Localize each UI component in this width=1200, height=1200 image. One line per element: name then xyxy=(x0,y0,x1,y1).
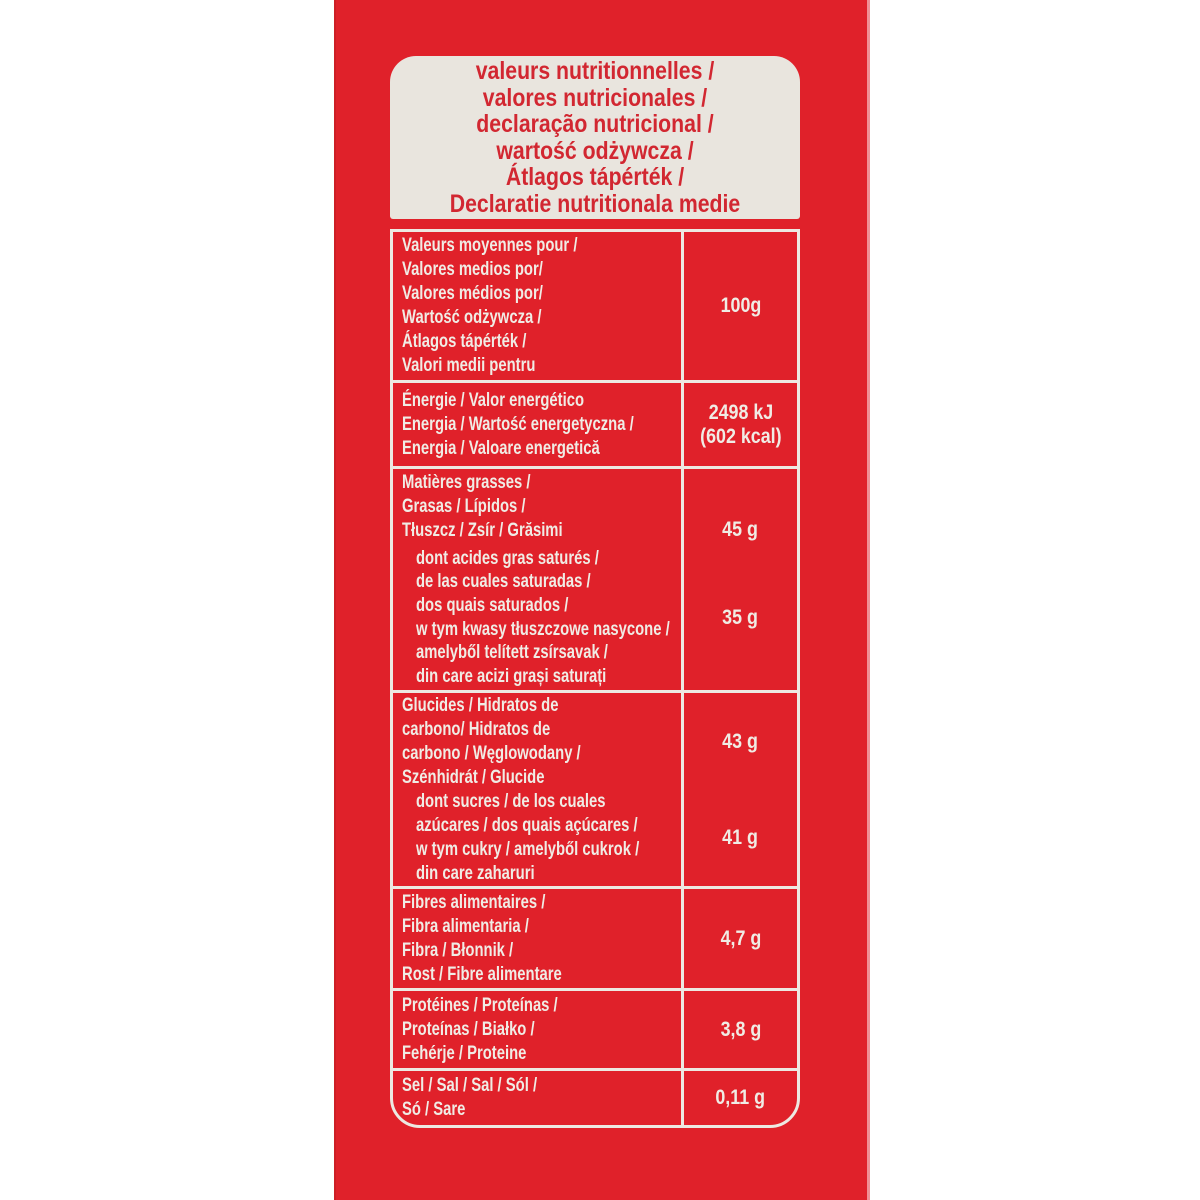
label-line: w tym kwasy tłuszczowe nasycone / xyxy=(416,618,670,640)
red-package-panel xyxy=(334,0,870,1200)
label-line: din care zaharuri xyxy=(416,863,535,884)
label-line: dont sucres / de los cuales xyxy=(416,791,606,812)
sugars-value: 41 g xyxy=(722,826,759,849)
nutrition-panel xyxy=(390,56,800,1128)
protein-value-cell xyxy=(684,991,797,1068)
sugars-label-cell xyxy=(393,790,684,886)
salt-value-cell xyxy=(684,1071,797,1125)
row-fibre xyxy=(393,889,797,991)
serving-value: 100g xyxy=(720,294,761,317)
energy-label-cell xyxy=(393,383,684,466)
fat-value: 45 g xyxy=(722,518,759,541)
serving-value-cell xyxy=(684,232,797,380)
label-line: Valores médios por/ xyxy=(402,283,543,304)
segment-carbohydrate xyxy=(393,693,797,790)
label-line: Energia / Valoare energetică xyxy=(402,437,600,459)
label-line: Fibra / Błonnik / xyxy=(402,939,514,961)
fat-label-cell xyxy=(393,469,684,545)
carbohydrate-value-cell xyxy=(684,693,797,790)
header-line: valores nutricionales / xyxy=(482,83,708,112)
saturated-fat-label-cell xyxy=(393,545,684,690)
label-line: Valori medii pentru xyxy=(402,355,536,376)
label-line: carbono/ Hidratos de xyxy=(402,718,551,740)
saturated-fat-value-cell xyxy=(684,545,797,690)
label-line: Só / Sare xyxy=(402,1099,466,1120)
header-line: declaração nutricional / xyxy=(476,110,714,138)
row-salt xyxy=(393,1071,797,1125)
label-line: w tym cukry / amelyből cukrok / xyxy=(416,839,640,860)
energy-value-cell xyxy=(684,383,797,466)
label-line: Energia / Wartość energetyczna / xyxy=(402,413,634,435)
header-table-gap xyxy=(390,219,800,229)
salt-label-cell xyxy=(393,1071,684,1125)
energy-value-kcal: (602 kcal) xyxy=(699,424,782,448)
label-line: amelyből telített zsírsavak / xyxy=(416,642,608,664)
label-line: Énergie / Valor energético xyxy=(402,389,585,411)
row-serving-size xyxy=(393,232,797,383)
row-fat xyxy=(393,469,797,693)
label-line: Rost / Fibre alimentare xyxy=(402,963,562,985)
segment-fat xyxy=(393,469,797,545)
fibre-label-cell xyxy=(393,889,684,988)
row-energy xyxy=(393,383,797,469)
label-line: Fibra alimentaria / xyxy=(402,915,529,937)
label-line: Grasas / Lípidos / xyxy=(402,496,526,517)
serving-label-cell xyxy=(393,232,684,380)
label-line: dont acides gras saturés / xyxy=(416,547,599,569)
nutrition-header-box xyxy=(390,56,800,219)
label-line: Glucides / Hidratos de xyxy=(402,694,559,716)
segment-saturated-fat xyxy=(393,545,797,690)
label-line: Valeurs moyennes pour / xyxy=(402,235,578,256)
protein-value: 3,8 g xyxy=(720,1017,761,1041)
row-protein xyxy=(393,991,797,1071)
label-line: Fehérje / Proteine xyxy=(402,1042,527,1064)
header-line: Declaratie nutritionala medie xyxy=(449,189,741,218)
energy-value-kj: 2498 kJ xyxy=(708,400,773,424)
fibre-value: 4,7 g xyxy=(720,926,761,950)
label-line: Sel / Sal / Sal / Sól / xyxy=(402,1075,538,1096)
header-line: Átlagos tápérték / xyxy=(505,163,685,191)
label-line: Wartość odżywcza / xyxy=(402,307,542,328)
label-line: din care acizi grași saturați xyxy=(416,665,607,687)
fibre-value-cell xyxy=(684,889,797,988)
label-line: carbono / Węglowodany / xyxy=(402,742,581,764)
label-line: de las cuales saturadas / xyxy=(416,571,591,593)
label-line: azúcares / dos quais açúcares / xyxy=(416,815,638,836)
saturated-fat-value: 35 g xyxy=(722,605,759,629)
nutrition-table xyxy=(390,229,800,1128)
label-line: Szénhidrát / Glucide xyxy=(402,766,545,788)
label-line: Átlagos tápérték / xyxy=(402,331,527,352)
label-line: Proteínas / Białko / xyxy=(402,1018,535,1040)
label-line: Tłuszcz / Zsír / Grăsimi xyxy=(402,520,563,541)
fat-value-cell xyxy=(684,469,797,545)
carbohydrate-label-cell xyxy=(393,693,684,790)
sugars-value-cell xyxy=(684,790,797,886)
label-line: Protéines / Proteínas / xyxy=(402,994,558,1016)
label-line: Matières grasses / xyxy=(402,472,531,493)
row-carbohydrate xyxy=(393,693,797,889)
protein-label-cell xyxy=(393,991,684,1068)
segment-sugars xyxy=(393,790,797,886)
salt-value: 0,11 g xyxy=(715,1086,766,1109)
label-line: Fibres alimentaires / xyxy=(402,891,546,913)
carbohydrate-value: 43 g xyxy=(722,729,759,753)
header-line: wartość odżywcza / xyxy=(496,136,694,165)
label-line: dos quais saturados / xyxy=(416,594,569,616)
header-line: valeurs nutritionnelles / xyxy=(475,57,715,85)
label-line: Valores medios por/ xyxy=(402,259,543,280)
